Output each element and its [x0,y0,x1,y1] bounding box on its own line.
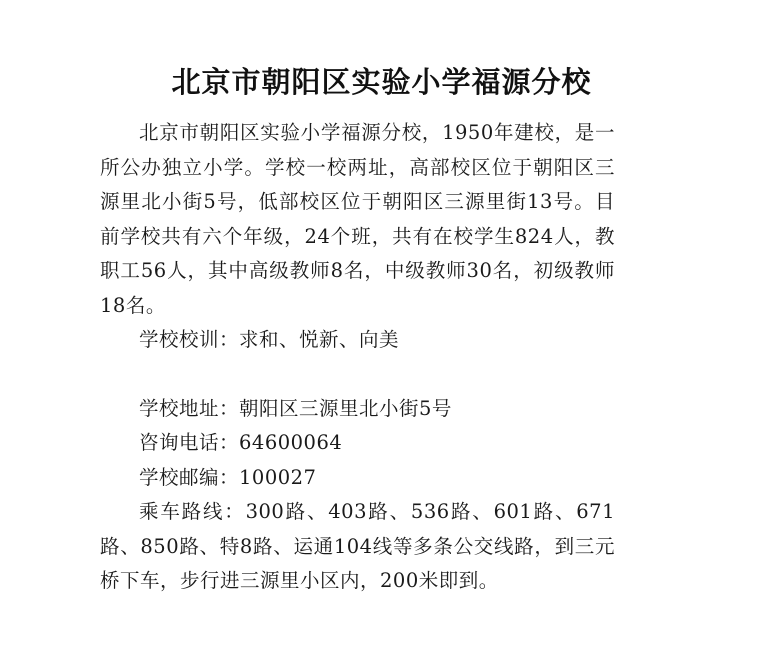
phone-line [100,426,615,461]
postcode-label: 学校邮编： [139,465,240,489]
document-title: 北京市朝阳区实验小学福源分校 [171,65,592,99]
phone-label: 咨询电话： [139,431,240,454]
document-body [100,116,615,599]
postcode-line [100,461,615,496]
transit-line [100,495,615,599]
section-spacer [100,358,615,392]
address-line [100,392,615,427]
transit-value: 300路、403路、536路、601路、671路、850路、特8路、运通104线等多条公交线路，到三元桥下车，步行进三源里小区内，200米即到。 [100,500,615,592]
school-motto: 学校校训：求和、悦新、向美 [139,328,400,351]
address-value: 朝阳区三源里北小街5号 [239,396,452,420]
address-label: 学校地址： [139,396,240,420]
postcode-value: 100027 [239,465,317,489]
transit-label: 乘车路线： [139,500,246,523]
intro-paragraph: 北京市朝阳区实验小学福源分校，1950年建校，是一所公办独立小学。学校一校两址，高部校区位于朝阳区三源里北小街5号，低部校区位于朝阳区三源里街13号。目前学校共有六个年级，24个班，共有在校学生824人，教职工56人，其中高级教师8名，中级教师30名，初级教师18名。 [100,121,615,317]
phone-value: 64600064 [239,431,343,454]
